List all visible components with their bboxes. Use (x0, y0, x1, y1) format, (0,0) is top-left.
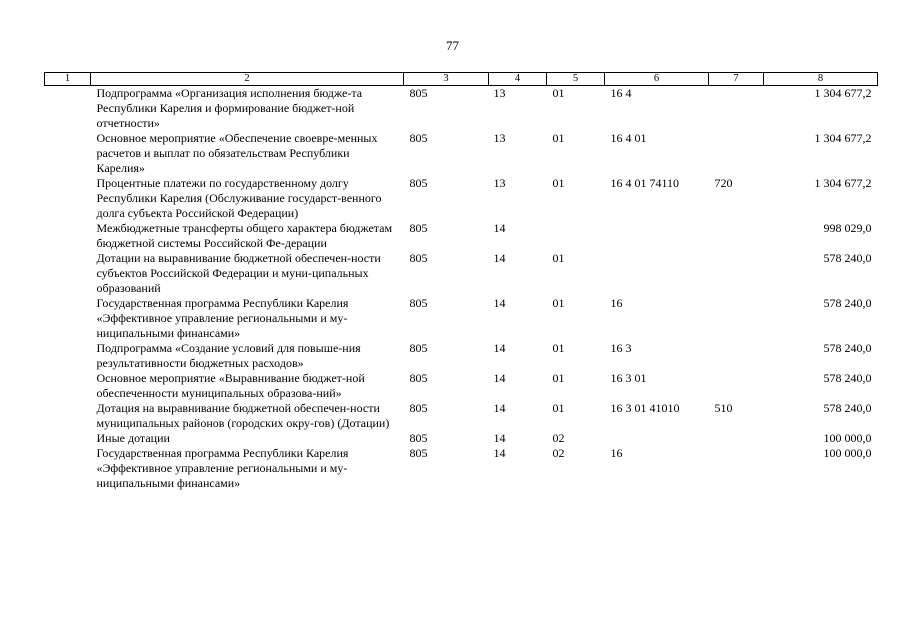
amount-cell: 998 029,0 (823, 221, 872, 235)
expense-type-cell (709, 341, 764, 371)
expense-type-cell (709, 221, 764, 251)
item-name-cell: Основное мероприятие «Обеспечение своевре-менных расчетов и выплат по обязательствам Республики Карелия» (96, 131, 378, 175)
subsection-cell: 01 (552, 131, 565, 145)
expense-type-cell (709, 371, 764, 401)
target-article-cell (605, 251, 709, 296)
subsection-cell: 01 (552, 371, 565, 385)
section-cell: 14 (493, 296, 506, 310)
code-3-cell: 805 (409, 176, 428, 190)
section-cell: 13 (493, 176, 506, 190)
table-row (45, 131, 878, 176)
amount-cell: 1 304 677,2 (814, 131, 872, 145)
subsection-cell: 01 (552, 176, 565, 190)
item-name-cell: Иные дотации (96, 431, 170, 445)
amount-cell: 578 240,0 (823, 401, 872, 415)
item-name-cell: Государственная программа Республики Карелия «Эффективное управление региональными и му-ниципальными финансами» (96, 446, 349, 490)
code-3-cell: 805 (409, 131, 428, 145)
section-cell: 13 (493, 131, 506, 145)
row-number-cell (45, 176, 91, 221)
expense-type-cell (709, 296, 764, 341)
amount-cell: 578 240,0 (823, 251, 872, 265)
section-cell: 14 (493, 251, 506, 265)
section-cell: 14 (493, 431, 506, 445)
column-header-5: 5 (547, 73, 605, 86)
amount-cell: 578 240,0 (823, 371, 872, 385)
row-number-cell (45, 221, 91, 251)
table-row (45, 251, 878, 296)
row-number-cell (45, 446, 91, 491)
item-name-cell: Государственная программа Республики Карелия «Эффективное управление региональными и му-ниципальными финансами» (96, 296, 349, 340)
target-article-cell: 16 (610, 296, 623, 310)
row-number-cell (45, 86, 91, 132)
item-name-cell: Подпрограмма «Создание условий для повыше-ния результативности бюджетных расходов» (96, 341, 361, 370)
section-cell: 14 (493, 401, 506, 415)
row-number-cell (45, 401, 91, 431)
code-3-cell: 805 (409, 251, 428, 265)
target-article-cell: 16 4 (610, 86, 632, 100)
amount-cell: 578 240,0 (823, 341, 872, 355)
column-header-7: 7 (709, 73, 764, 86)
row-number-cell (45, 431, 91, 446)
section-cell: 14 (493, 221, 506, 235)
table-row (45, 431, 878, 446)
table-row (45, 446, 878, 491)
expense-type-cell: 720 (714, 176, 733, 190)
budget-table (44, 72, 878, 491)
target-article-cell (605, 221, 709, 251)
section-cell: 14 (493, 446, 506, 460)
table-row (45, 296, 878, 341)
target-article-cell: 16 3 01 (610, 371, 647, 385)
target-article-cell: 16 3 (610, 341, 632, 355)
row-number-cell (45, 371, 91, 401)
subsection-cell: 02 (552, 446, 565, 460)
expense-type-cell (709, 131, 764, 176)
section-cell: 13 (493, 86, 506, 100)
subsection-cell: 01 (552, 86, 565, 100)
item-name-cell: Процентные платежи по государственному долгу Республики Карелия (Обслуживание государст-венного долга субъекта Российской Федерации) (96, 176, 382, 220)
code-3-cell: 805 (409, 86, 428, 100)
row-number-cell (45, 341, 91, 371)
expense-type-cell (709, 446, 764, 491)
target-article-cell (605, 431, 709, 446)
row-number-cell (45, 131, 91, 176)
target-article-cell: 16 (610, 446, 623, 460)
item-name-cell: Дотация на выравнивание бюджетной обеспечен-ности муниципальных районов (городских окру-гов) (Дотации) (96, 401, 390, 430)
amount-cell: 100 000,0 (823, 431, 872, 445)
code-3-cell: 805 (409, 296, 428, 310)
page-number: 77 (446, 38, 459, 53)
table-row (45, 401, 878, 431)
column-header-2: 2 (91, 73, 404, 86)
subsection-cell: 01 (552, 296, 565, 310)
code-3-cell: 805 (409, 401, 428, 415)
item-name-cell: Дотации на выравнивание бюджетной обеспечен-ности субъектов Российской Федерации и муни-ципальных образований (96, 251, 381, 295)
subsection-cell: 01 (552, 401, 565, 415)
table-row (45, 341, 878, 371)
expense-type-cell (709, 251, 764, 296)
item-name-cell: Основное мероприятие «Выравнивание бюджет-ной обеспеченности муниципальных образова-ний» (96, 371, 365, 400)
target-article-cell: 16 4 01 74110 (610, 176, 680, 190)
expense-type-cell: 510 (714, 401, 733, 415)
item-name-cell: Межбюджетные трансферты общего характера бюджетам бюджетной системы Российской Фе-дерации (96, 221, 393, 250)
code-3-cell: 805 (409, 371, 428, 385)
row-number-cell (45, 296, 91, 341)
code-3-cell: 805 (409, 221, 428, 235)
column-number-header-row (45, 73, 878, 86)
column-header-3: 3 (404, 73, 489, 86)
table-row (45, 176, 878, 221)
target-article-cell: 16 4 01 (610, 131, 647, 145)
subsection-cell: 01 (552, 341, 565, 355)
expense-type-cell (709, 86, 764, 132)
column-header-6: 6 (605, 73, 709, 86)
code-3-cell: 805 (409, 431, 428, 445)
table-row (45, 86, 878, 132)
amount-cell: 1 304 677,2 (814, 176, 872, 190)
subsection-cell: 01 (552, 251, 565, 265)
subsection-cell: 02 (552, 431, 565, 445)
section-cell: 14 (493, 371, 506, 385)
code-3-cell: 805 (409, 341, 428, 355)
column-header-4: 4 (489, 73, 547, 86)
item-name-cell: Подпрограмма «Организация исполнения бюдже-та Республики Карелия и формирование бюджет-ной отчетности» (96, 86, 363, 130)
amount-cell: 1 304 677,2 (814, 86, 872, 100)
amount-cell: 100 000,0 (823, 446, 872, 460)
target-article-cell: 16 3 01 41010 (610, 401, 680, 415)
section-cell: 14 (493, 341, 506, 355)
amount-cell: 578 240,0 (823, 296, 872, 310)
column-header-1: 1 (45, 73, 91, 86)
expense-type-cell (709, 431, 764, 446)
row-number-cell (45, 251, 91, 296)
table-row (45, 371, 878, 401)
subsection-cell (547, 221, 605, 251)
table-row (45, 221, 878, 251)
column-header-8: 8 (764, 73, 878, 86)
code-3-cell: 805 (409, 446, 428, 460)
